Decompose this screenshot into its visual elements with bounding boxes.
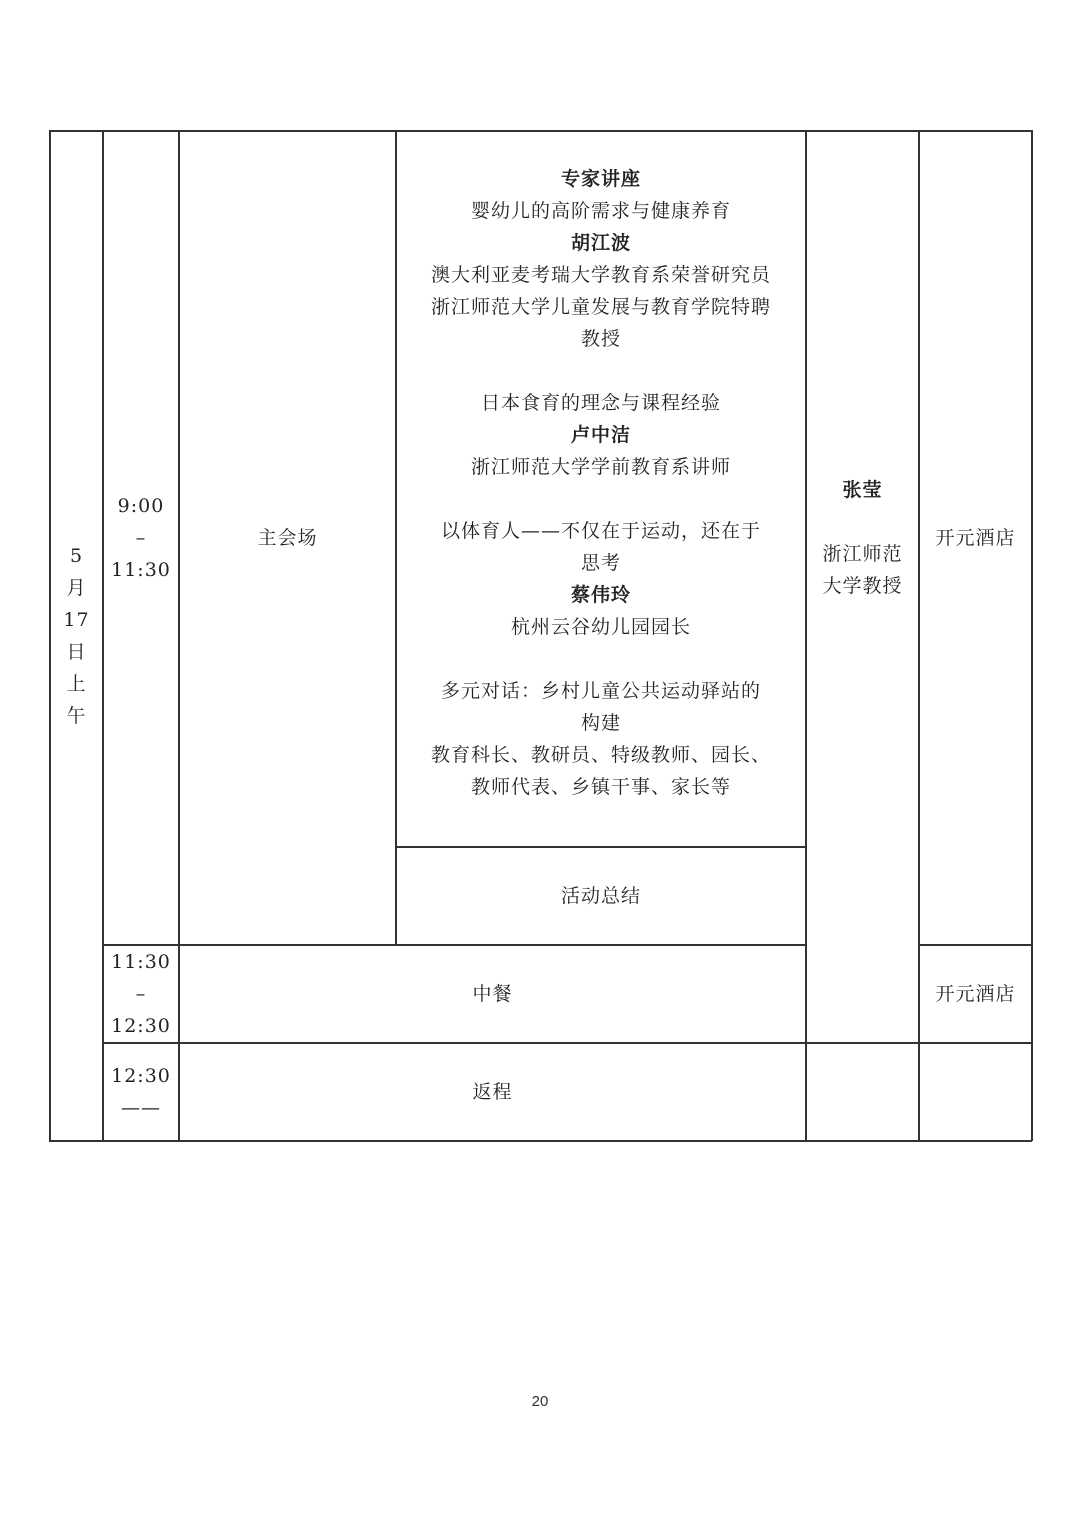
talk-title: 以体育人——不仅在于运动，还在于 <box>440 520 761 542</box>
time-end: 12:30 <box>111 1015 171 1037</box>
time-dash: – <box>135 527 147 549</box>
venue-cell <box>180 132 395 944</box>
host-title: 大学教授 <box>822 575 903 597</box>
lunch-location-cell <box>920 946 1031 1042</box>
time-dash: – <box>135 983 147 1005</box>
host-title: 浙江师范 <box>822 543 903 565</box>
talk-role: 浙江师范大学学前教育系讲师 <box>470 456 731 478</box>
talk-title: 思考 <box>580 552 621 574</box>
return-activity-cell <box>180 1044 805 1140</box>
time-start: 11:30 <box>111 951 171 973</box>
return-label: 返程 <box>472 1081 513 1103</box>
location-label: 开元酒店 <box>935 527 1016 549</box>
date-char: 17 <box>63 609 90 631</box>
lunch-time-cell <box>104 946 178 1042</box>
lunch-activity-cell <box>180 946 805 1042</box>
talk-speaker: 胡江波 <box>570 232 631 254</box>
table-border-right <box>1031 130 1033 1141</box>
time-start: 12:30 <box>111 1065 171 1087</box>
date-char: 月 <box>66 577 87 599</box>
date-char: 日 <box>66 641 87 663</box>
main-location-cell <box>920 132 1031 944</box>
time-end: 11:30 <box>111 559 171 581</box>
date-char: 上 <box>66 673 87 695</box>
talk-title: 婴幼儿的高阶需求与健康养育 <box>470 200 731 222</box>
page-number: 20 <box>531 1393 549 1410</box>
talk-role: 教授 <box>580 328 621 350</box>
host-cell <box>807 132 918 944</box>
host-name: 张莹 <box>842 479 883 501</box>
date-cell <box>51 132 102 1140</box>
talk-role: 浙江师范大学儿童发展与教育学院特聘 <box>430 296 771 318</box>
time-dash: —— <box>121 1097 161 1119</box>
venue-label: 主会场 <box>257 527 318 549</box>
talk-title: 日本食育的理念与课程经验 <box>480 392 721 414</box>
talk-speaker: 卢中洁 <box>570 424 631 446</box>
talk-title: 构建 <box>580 712 621 734</box>
lunch-label: 中餐 <box>472 983 513 1005</box>
table-border-bottom <box>49 1140 1032 1142</box>
date-char: 5 <box>69 545 84 567</box>
program-cell <box>397 132 805 846</box>
talk-speaker: 蔡伟玲 <box>570 584 631 606</box>
talk-role: 澳大利亚麦考瑞大学教育系荣誉研究员 <box>430 264 771 286</box>
program-heading: 专家讲座 <box>560 168 641 190</box>
main-time-cell <box>104 132 178 944</box>
return-time-cell <box>104 1044 178 1140</box>
summary-cell <box>397 848 805 944</box>
date-char: 午 <box>66 705 87 727</box>
talk-title: 多元对话：乡村儿童公共运动驿站的 <box>440 680 761 702</box>
talk-role: 教师代表、乡镇干事、家长等 <box>470 776 731 798</box>
summary-label: 活动总结 <box>560 885 641 907</box>
time-start: 9:00 <box>117 495 165 517</box>
location-label: 开元酒店 <box>935 983 1016 1005</box>
talk-role: 杭州云谷幼儿园园长 <box>510 616 691 638</box>
talk-role: 教育科长、教研员、特级教师、园长、 <box>430 744 771 766</box>
